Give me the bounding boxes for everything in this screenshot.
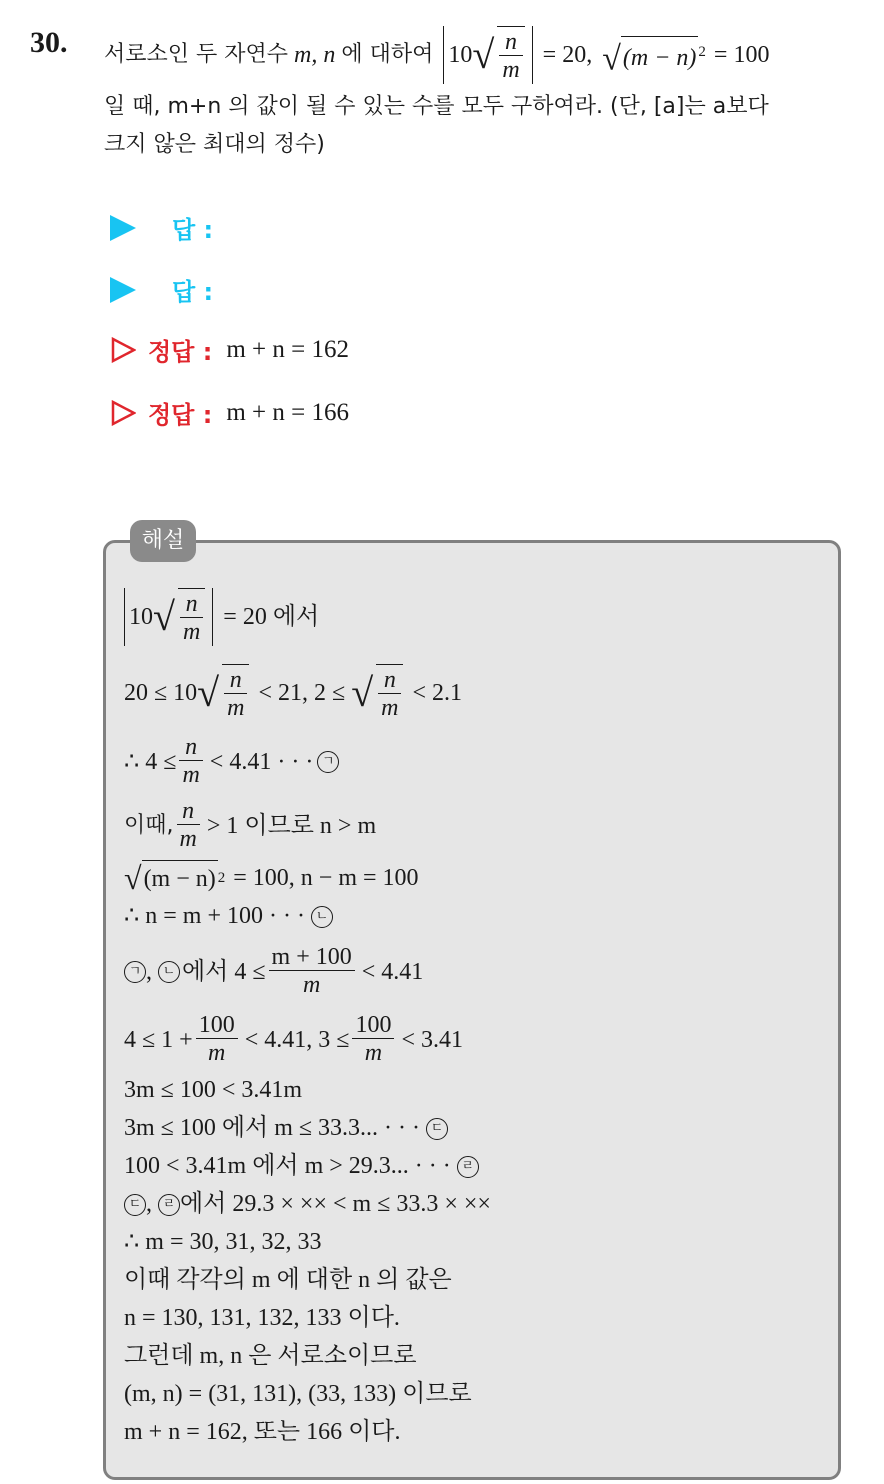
solution-line-4: 이때, $\frac{n}{m}$ > 1 이므로 n > m [124,798,377,852]
circled-2-icon: ㄴ [311,906,333,928]
solution-tag: 해설 [130,520,196,562]
solution-line-9: 3m ≤ 100 < 3.41m [124,1077,303,1103]
cond2-exponent: 2 [698,44,706,60]
question-line-3: 크지 않은 최대의 정수) [104,132,325,157]
cond1-denominator: m [499,55,522,84]
question-number: 30. [30,26,68,59]
solution-line-2: 20 ≤ 10 √ $\frac{n}{m}$ < 21, 2 ≤ √ $\frac{n}{m}$ < 2.1 [124,664,462,722]
question-text-2: 에 대하여 [341,42,434,67]
correct-label-1: 정답 : [148,338,213,366]
question-line-1: 서로소인 두 자연수 m, n 에 대하여 10 √ $\frac{n}{m}$ = 20, √(m − n) $^2$ = 100 [104,26,769,84]
circled-2-icon: ㄴ [158,961,180,983]
cond1-ten: 10 [448,42,473,68]
correct-value-2: m + n = 166 [226,398,349,426]
solution-line-5: √ (m − n) 2 = 100, n − m = 100 [124,859,419,896]
circled-4-icon: ㄹ [158,1194,180,1216]
correct-answer-2 [110,395,349,430]
correct-answer-1 [110,332,349,367]
cond1-numerator: n [505,29,517,55]
answer-blank-1[interactable] [110,210,213,245]
circled-1-icon: ㄱ [317,751,339,773]
answer-label-1: 답 : [172,216,214,244]
solution-line-13: ∴ m = 30, 31, 32, 33 [124,1229,322,1255]
correct-value-1: m + n = 162 [226,335,349,363]
play-outline-icon [110,337,136,363]
answer-label-2: 답 : [172,278,214,306]
cond2-right: = 100 [713,42,770,68]
solution-line-18: m + n = 162, 또는 166 이다. [124,1419,401,1445]
play-icon [110,277,136,303]
solution-line-10: 3m ≤ 100 에서 m ≤ 33.3... · · · ㄷ [124,1112,448,1144]
cond2-inner: (m − n) [621,36,699,77]
question-vars: m, n [294,42,336,68]
floor-bracket: 10 √ $\frac{n}{m}$ [443,26,532,84]
correct-label-2: 정답 : [148,401,213,429]
question-text-1: 서로소인 두 자연수 [104,42,289,67]
solution-line-14: 이때 각각의 m 에 대한 n 의 값은 [124,1267,452,1293]
solution-line-7: ㄱ , ㄴ 에서 4 ≤ $\frac{m + 100}{m}$ < 4.41 [124,944,423,999]
question-line-2: 일 때, m+n 의 값이 될 수 있는 수를 모두 구하여라. (단, [a]는 a보다 [104,94,769,119]
answer-blank-2[interactable] [110,272,213,307]
solution-line-16: 그런데 m, n 은 서로소이므로 [124,1343,417,1369]
solution-line-11: 100 < 3.41m 에서 m > 29.3... · · · ㄹ [124,1150,479,1182]
solution-line-8: 4 ≤ 1 + $\frac{100}{m}$ < 4.41, 3 ≤ $\frac{100}{m}$ < 3.41 [124,1012,463,1066]
play-outline-icon [110,400,136,426]
circled-4-icon: ㄹ [457,1156,479,1178]
play-icon [110,215,136,241]
solution-line-15: n = 130, 131, 132, 133 이다. [124,1305,400,1331]
circled-3-icon: ㄷ [124,1194,146,1216]
cond1-right: = 20, [542,42,593,68]
solution-line-1: 10 √ $\frac{n}{m}$ = 20 에서 [124,588,319,646]
circled-1-icon: ㄱ [124,961,146,983]
circled-3-icon: ㄷ [426,1118,448,1140]
solution-line-12: ㄷ , ㄹ 에서 29.3 × ×× < m ≤ 33.3 × ×× [124,1188,491,1220]
solution-line-17: (m, n) = (31, 131), (33, 133) 이므로 [124,1381,472,1407]
solution-line-3: ∴ 4 ≤ $\frac{n}{m}$ < 4.41 · · · ㄱ [124,734,339,789]
solution-line-6: ∴ n = m + 100 · · · ㄴ [124,900,333,932]
